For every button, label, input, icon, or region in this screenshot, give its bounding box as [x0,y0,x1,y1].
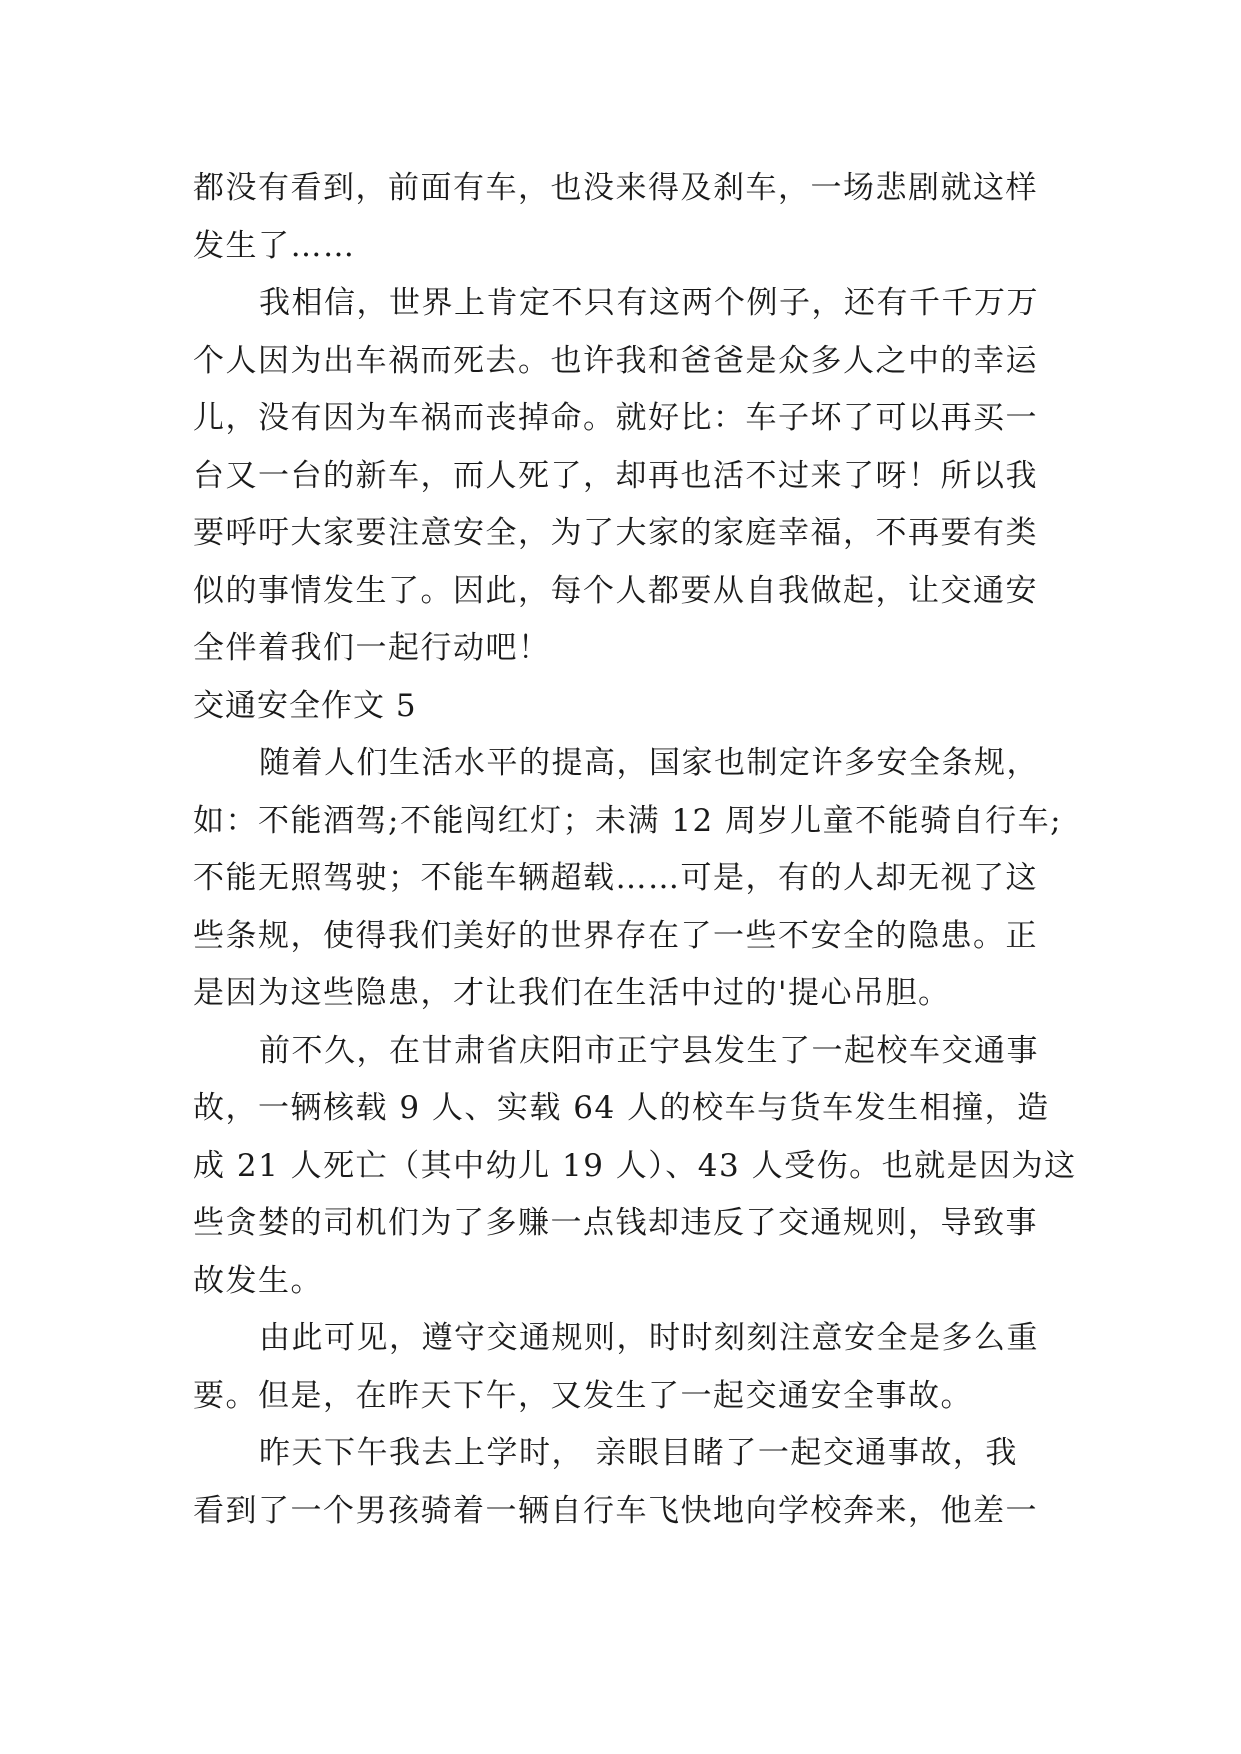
text-line: 个人因为出车祸而死去。也许我和爸爸是众多人之中的幸运 [193,342,1038,379]
text-line: 些条规，使得我们美好的世界存在了一些不安全的隐患。正 [193,917,1038,954]
text-line: 似的事情发生了。因此，每个人都要从自我做起，让交通安 [193,572,1038,609]
text-line: 全伴着我们一起行动吧！ [193,630,551,666]
paragraph-start-line: 随着人们生活水平的提高，国家也制定许多安全条规， [259,745,1039,781]
text-line: 要呼吁大家要注意安全，为了大家的家庭幸福，不再要有类 [193,515,1038,551]
text-line: 发生了…… [193,227,356,264]
document-body [193,160,1077,1540]
text-line: 儿，没有因为车祸而丧掉命。就好比：车子坏了可以再买一 [193,400,1038,436]
paragraph-start-line: 由此可见，遵守交通规则，时时刻刻注意安全是多么重 [259,1320,1039,1356]
text-line: 些贪婪的司机们为了多赚一点钱却违反了交通规则，导致事 [193,1205,1038,1241]
text-line: 是因为这些隐患，才让我们在生活中过的'提心吊胆。 [193,975,951,1011]
text-line: 成 21 人死亡（其中幼儿 19 人）、43 人受伤。也就是因为这 [193,1147,1077,1184]
paragraph-start-line: 前不久，在甘肃省庆阳市正宁县发生了一起校车交通事 [259,1032,1039,1069]
text-line: 要。但是，在昨天下午，又发生了一起交通安全事故。 [193,1377,973,1414]
paragraph-start-line: 昨天下午我去上学时， 亲眼目睹了一起交通事故，我 [259,1435,1018,1471]
text-line: 故，一辆核载 9 人、实载 64 人的校车与货车发生相撞，造 [193,1090,1050,1126]
text-line: 如：不能酒驾;不能闯红灯；未满 12 周岁儿童不能骑自行车; [193,802,1063,839]
section-heading: 交通安全作文 5 [193,687,417,724]
text-line: 看到了一个男孩骑着一辆自行车飞快地向学校奔来，他差一 [193,1492,1038,1529]
paragraph-start-line: 我相信，世界上肯定不只有这两个例子，还有千千万万 [259,285,1039,321]
text-line: 不能无照驾驶；不能车辆超载……可是，有的人却无视了这 [193,860,1038,896]
text-line: 台又一台的新车，而人死了，却再也活不过来了呀！所以我 [193,457,1038,494]
text-line: 故发生。 [193,1262,323,1299]
text-line: 都没有看到，前面有车，也没来得及刹车，一场悲剧就这样 [193,170,1038,206]
